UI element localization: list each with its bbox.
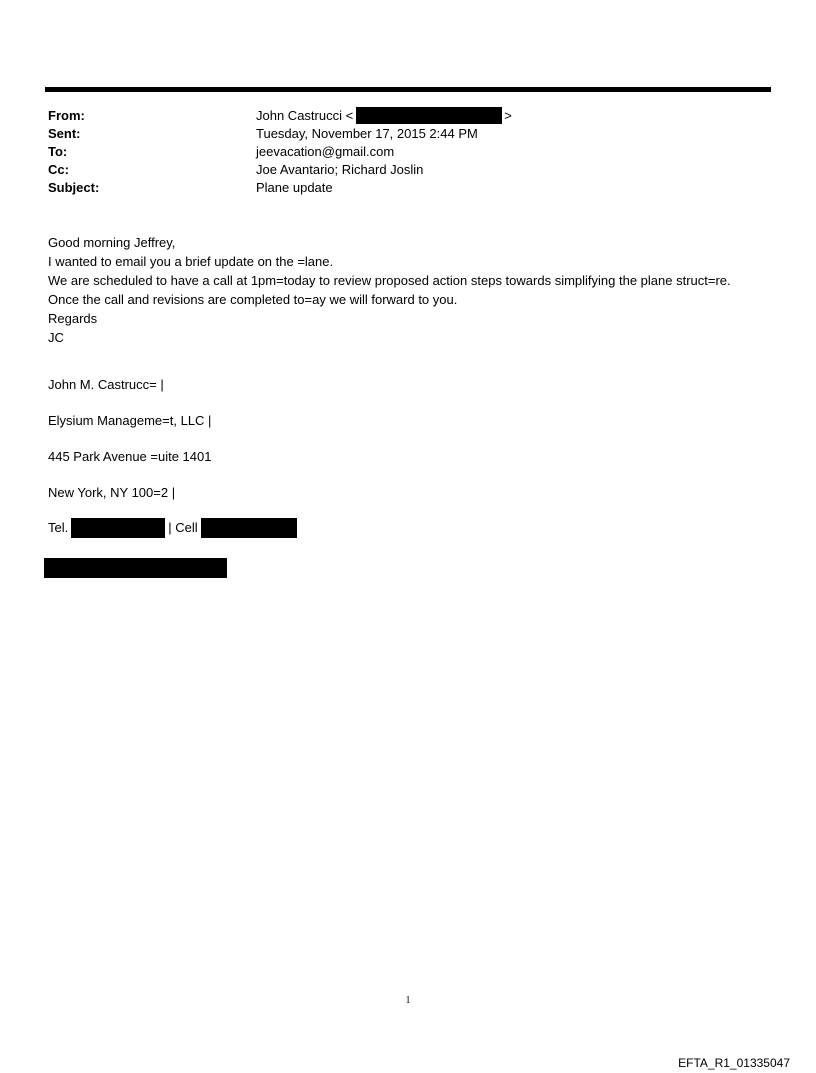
sent-label: Sent: <box>48 126 81 141</box>
sent-row <box>48 125 768 143</box>
from-close: > <box>504 108 512 123</box>
sent-value: Tuesday, November 17, 2015 2:44 PM <box>256 126 478 141</box>
from-row <box>48 107 768 125</box>
body-line: Once the call and revisions are completed to=ay we will forward to you. <box>48 292 458 307</box>
to-row <box>48 143 768 161</box>
page-number: 1 <box>405 995 411 1006</box>
cc-row <box>48 161 768 179</box>
from-label: From: <box>48 108 85 123</box>
signature-address: 445 Park Avenue =uite 1401 <box>48 449 212 464</box>
email-signature <box>48 375 448 519</box>
body-line: I wanted to email you a brief update on the =lane. <box>48 254 334 269</box>
signature-phone-line <box>48 518 297 538</box>
email-header <box>48 107 768 197</box>
body-line: Regards <box>48 311 98 326</box>
redacted-tel <box>71 518 165 538</box>
signature-name: John M. Castrucc= | <box>48 377 164 392</box>
from-name: John Castrucci < <box>256 108 354 123</box>
signature-city: New York, NY 100=2 | <box>48 485 176 500</box>
body-line: Good morning Jeffrey, <box>48 235 176 250</box>
body-line: We are scheduled to have a call at 1pm=today to review proposed action steps towards simplifying the plane struct=re. <box>48 273 731 288</box>
body-line: JC <box>48 330 64 345</box>
cc-value: Joe Avantario; Richard Joslin <box>256 162 424 177</box>
signature-company: Elysium Manageme=t, LLC | <box>48 413 212 428</box>
redacted-block <box>44 558 227 578</box>
subject-value: Plane update <box>256 180 333 195</box>
header-divider <box>45 87 771 92</box>
subject-label: Subject: <box>48 180 100 195</box>
to-value: jeevacation@gmail.com <box>256 144 395 159</box>
cell-label: | Cell <box>168 520 198 535</box>
cc-label: Cc: <box>48 162 69 177</box>
from-value <box>256 107 512 125</box>
redacted-email <box>356 107 502 124</box>
to-label: To: <box>48 144 68 159</box>
bates-number: EFTA_R1_01335047 <box>678 1056 790 1070</box>
redacted-cell <box>201 518 297 538</box>
subject-row <box>48 179 768 197</box>
tel-label: Tel. <box>48 520 69 535</box>
email-body <box>48 233 778 347</box>
